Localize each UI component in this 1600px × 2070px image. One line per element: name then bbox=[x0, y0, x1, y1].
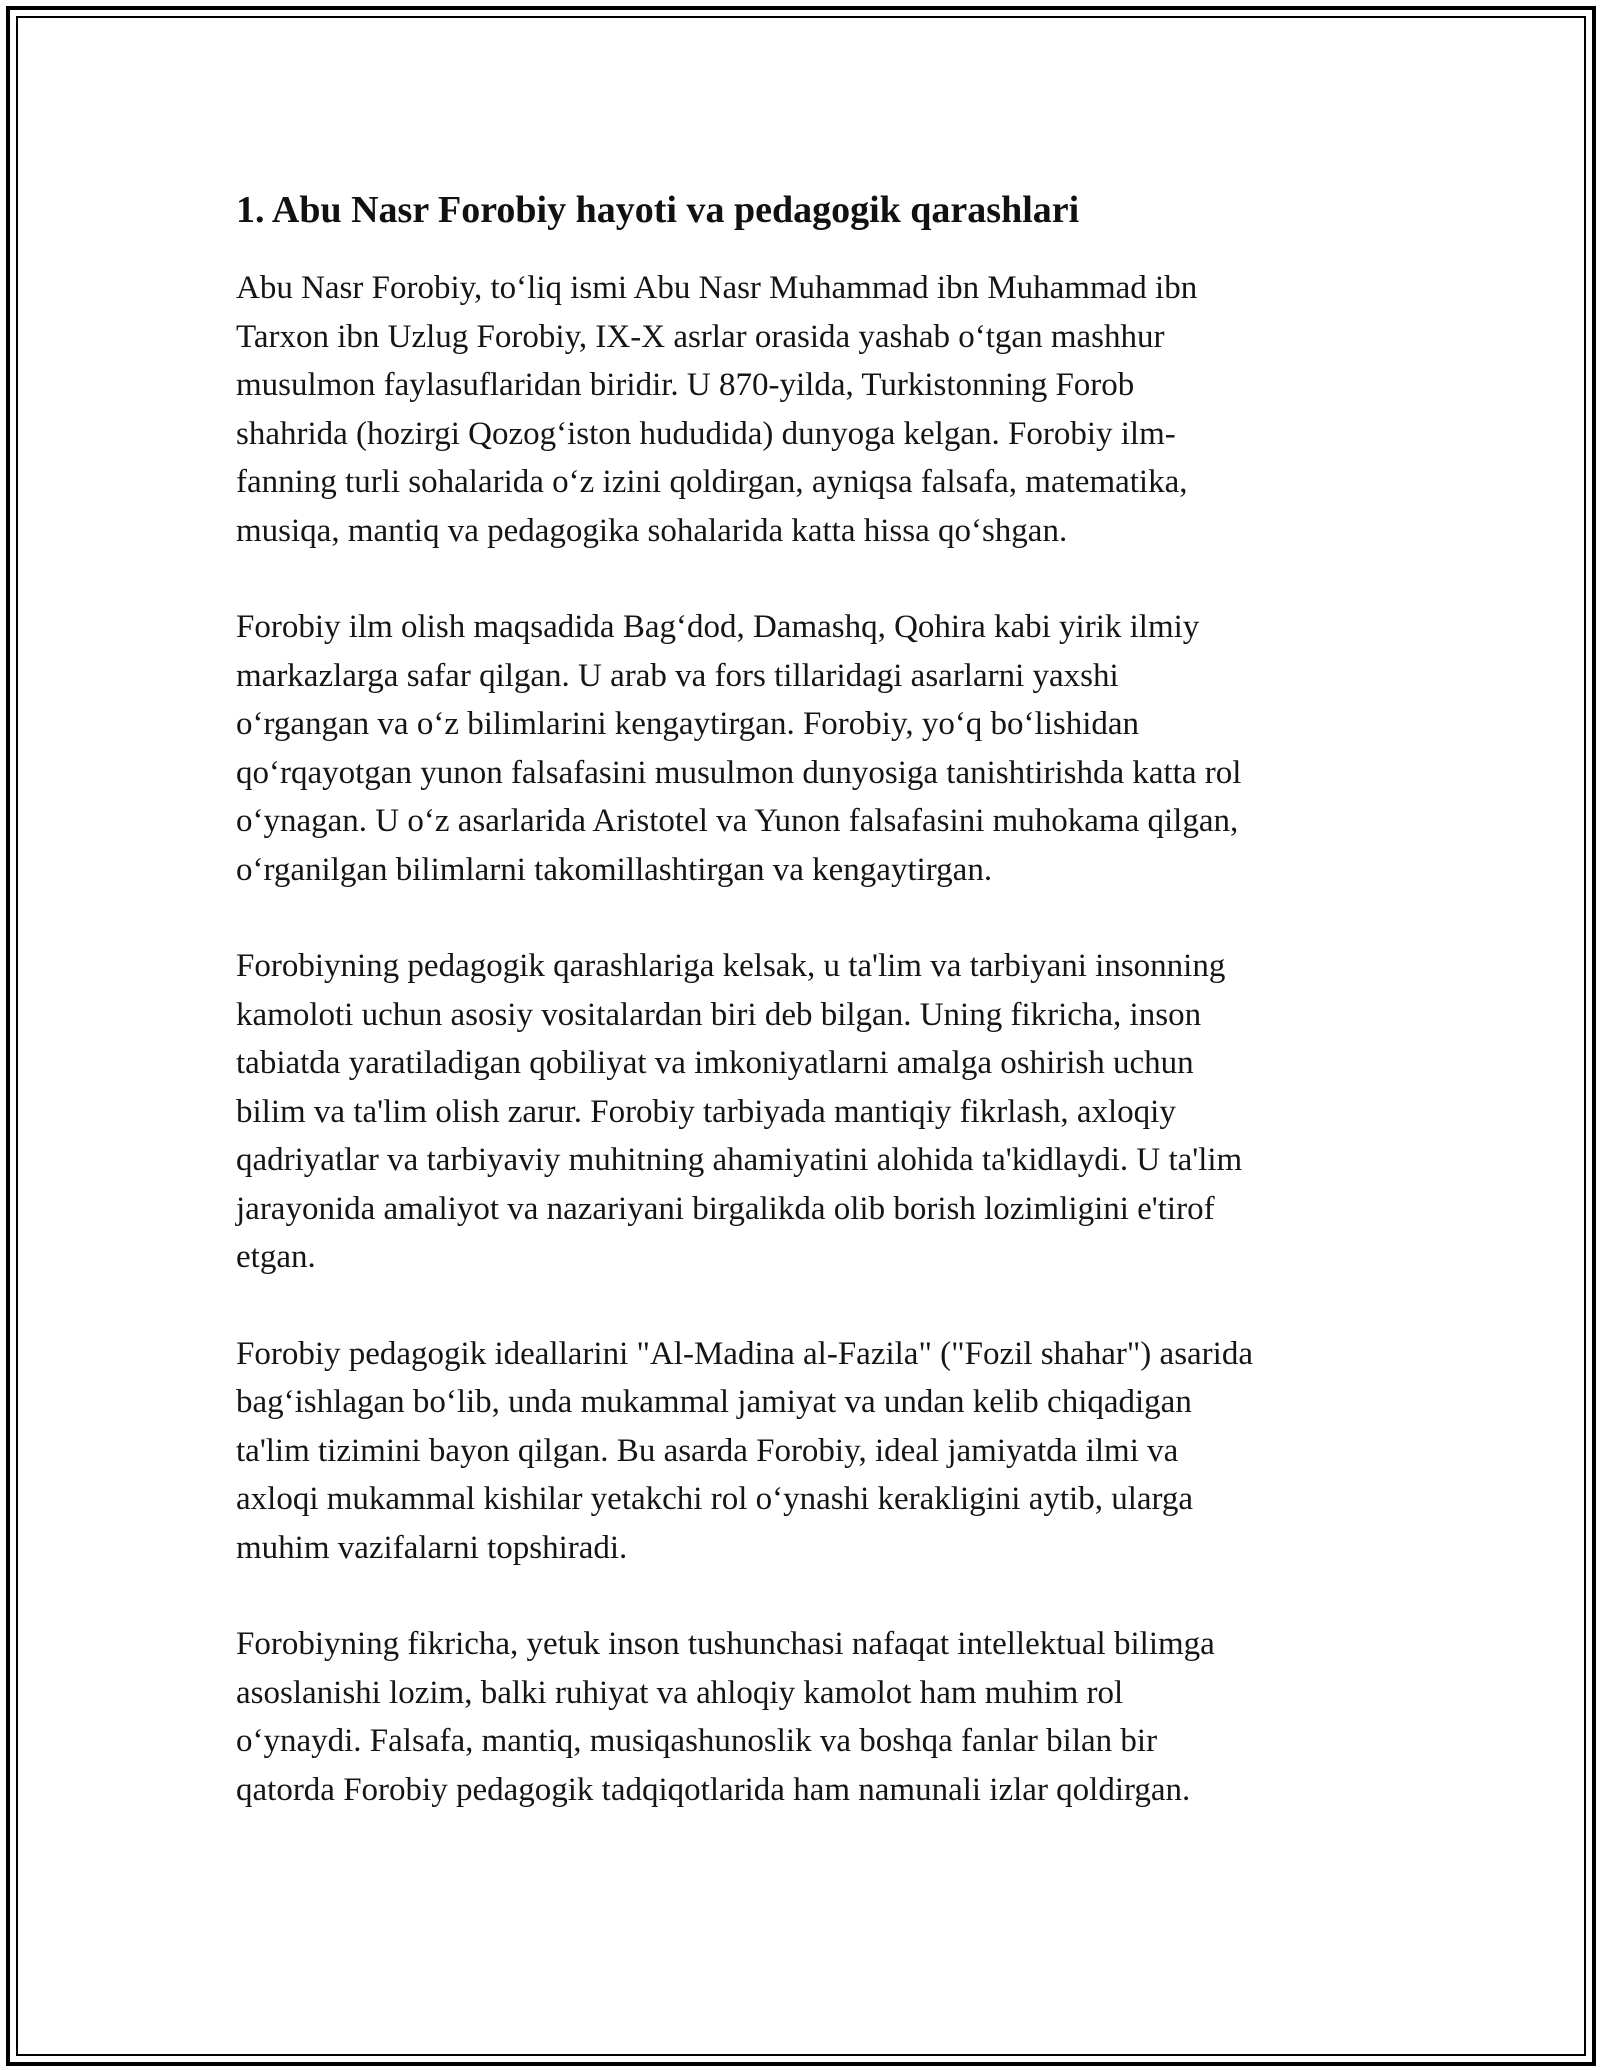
text-line: Forobiyning fikricha, yetuk inson tushunchasi nafaqat intellektual bilimga bbox=[236, 1626, 1215, 1662]
text-line: qatorda Forobiy pedagogik tadqiqotlarida ham namunali izlar qoldirgan. bbox=[236, 1771, 1191, 1808]
paragraph-5 bbox=[236, 1620, 1366, 1814]
paragraph-1 bbox=[236, 264, 1366, 555]
text-line: musulmon faylasuflaridan biridir. U 870-yilda, Turkistonning Forob bbox=[236, 367, 1135, 403]
text-line: musiqa, mantiq va pedagogika sohalarida katta hissa qo‘shgan. bbox=[236, 512, 1068, 549]
text-line: kamoloti uchun asosiy vositalardan biri deb bilgan. Uning fikricha, inson bbox=[236, 996, 1202, 1033]
text-line: muhim vazifalarni topshiradi. bbox=[236, 1529, 628, 1566]
text-line: asoslanishi lozim, balki ruhiyat va ahloqiy kamolot ham muhim rol bbox=[236, 1674, 1124, 1711]
text-line: o‘rganilgan bilimlarni takomillashtirgan va kengaytirgan. bbox=[236, 851, 993, 888]
paragraph-4 bbox=[236, 1330, 1366, 1573]
text-line: markazlarga safar qilgan. U arab va fors tillaridagi asarlarni yaxshi bbox=[236, 657, 1119, 694]
text-line: Forobiy pedagogik ideallarini "Al-Madina al-Fazila" ("Fozil shahar") asarida bbox=[236, 1335, 1253, 1372]
document-body bbox=[236, 186, 1366, 1862]
text-line: o‘rgangan va o‘z bilimlarini kengaytirgan. Forobiy, yo‘q bo‘lishidan bbox=[236, 706, 1140, 742]
paragraph-3 bbox=[236, 942, 1366, 1282]
text-line: shahrida (hozirgi Qozog‘iston hududida) dunyoga kelgan. Forobiy ilm- bbox=[236, 415, 1176, 452]
text-line: bilim va ta'lim olish zarur. Forobiy tarbiyada mantiqiy fikrlash, axloqiy bbox=[236, 1093, 1176, 1130]
text-line: etgan. bbox=[236, 1239, 316, 1275]
text-line: tabiatda yaratiladigan qobiliyat va imkoniyatlarni amalga oshirish uchun bbox=[236, 1045, 1194, 1081]
section-heading: 1. Abu Nasr Forobiy hayoti va pedagogik qarashlari bbox=[236, 189, 1080, 231]
text-line: o‘ynagan. U o‘z asarlarida Aristotel va Yunon falsafasini muhokama qilgan, bbox=[236, 803, 1239, 839]
text-line: fanning turli sohalarida o‘z izini qoldirgan, ayniqsa falsafa, matematika, bbox=[236, 464, 1188, 500]
text-line: Forobiy ilm olish maqsadida Bag‘dod, Damashq, Qohira kabi yirik ilmiy bbox=[236, 609, 1200, 645]
text-line: o‘ynaydi. Falsafa, mantiq, musiqashunoslik va boshqa fanlar bilan bir bbox=[236, 1723, 1158, 1759]
text-line: ta'lim tizimini bayon qilgan. Bu asarda Forobiy, ideal jamiyatda ilmi va bbox=[236, 1432, 1179, 1469]
text-line: qadriyatlar va tarbiyaviy muhitning ahamiyatini alohida ta'kidlaydi. U ta'lim bbox=[236, 1142, 1243, 1178]
text-line: Tarxon ibn Uzlug Forobiy, IX-X asrlar orasida yashab o‘tgan mashhur bbox=[236, 318, 1165, 355]
text-line: Abu Nasr Forobiy, to‘liq ismi Abu Nasr Muhammad ibn Muhammad ibn bbox=[236, 270, 1198, 306]
text-line: jarayonida amaliyot va nazariyani birgalikda olib borish lozimligini e'tirof bbox=[236, 1190, 1215, 1227]
text-line: axloqi mukammal kishilar yetakchi rol o‘ynashi kerakligini aytib, ularga bbox=[236, 1481, 1194, 1517]
text-line: qo‘rqayotgan yunon falsafasini musulmon dunyosiga tanishtirishda katta rol bbox=[236, 754, 1242, 791]
text-line: Forobiyning pedagogik qarashlariga kelsak, u ta'lim va tarbiyani insonning bbox=[236, 948, 1226, 984]
paragraph-2 bbox=[236, 603, 1366, 894]
text-line: bag‘ishlagan bo‘lib, unda mukammal jamiyat va undan kelib chiqadigan bbox=[236, 1384, 1192, 1420]
